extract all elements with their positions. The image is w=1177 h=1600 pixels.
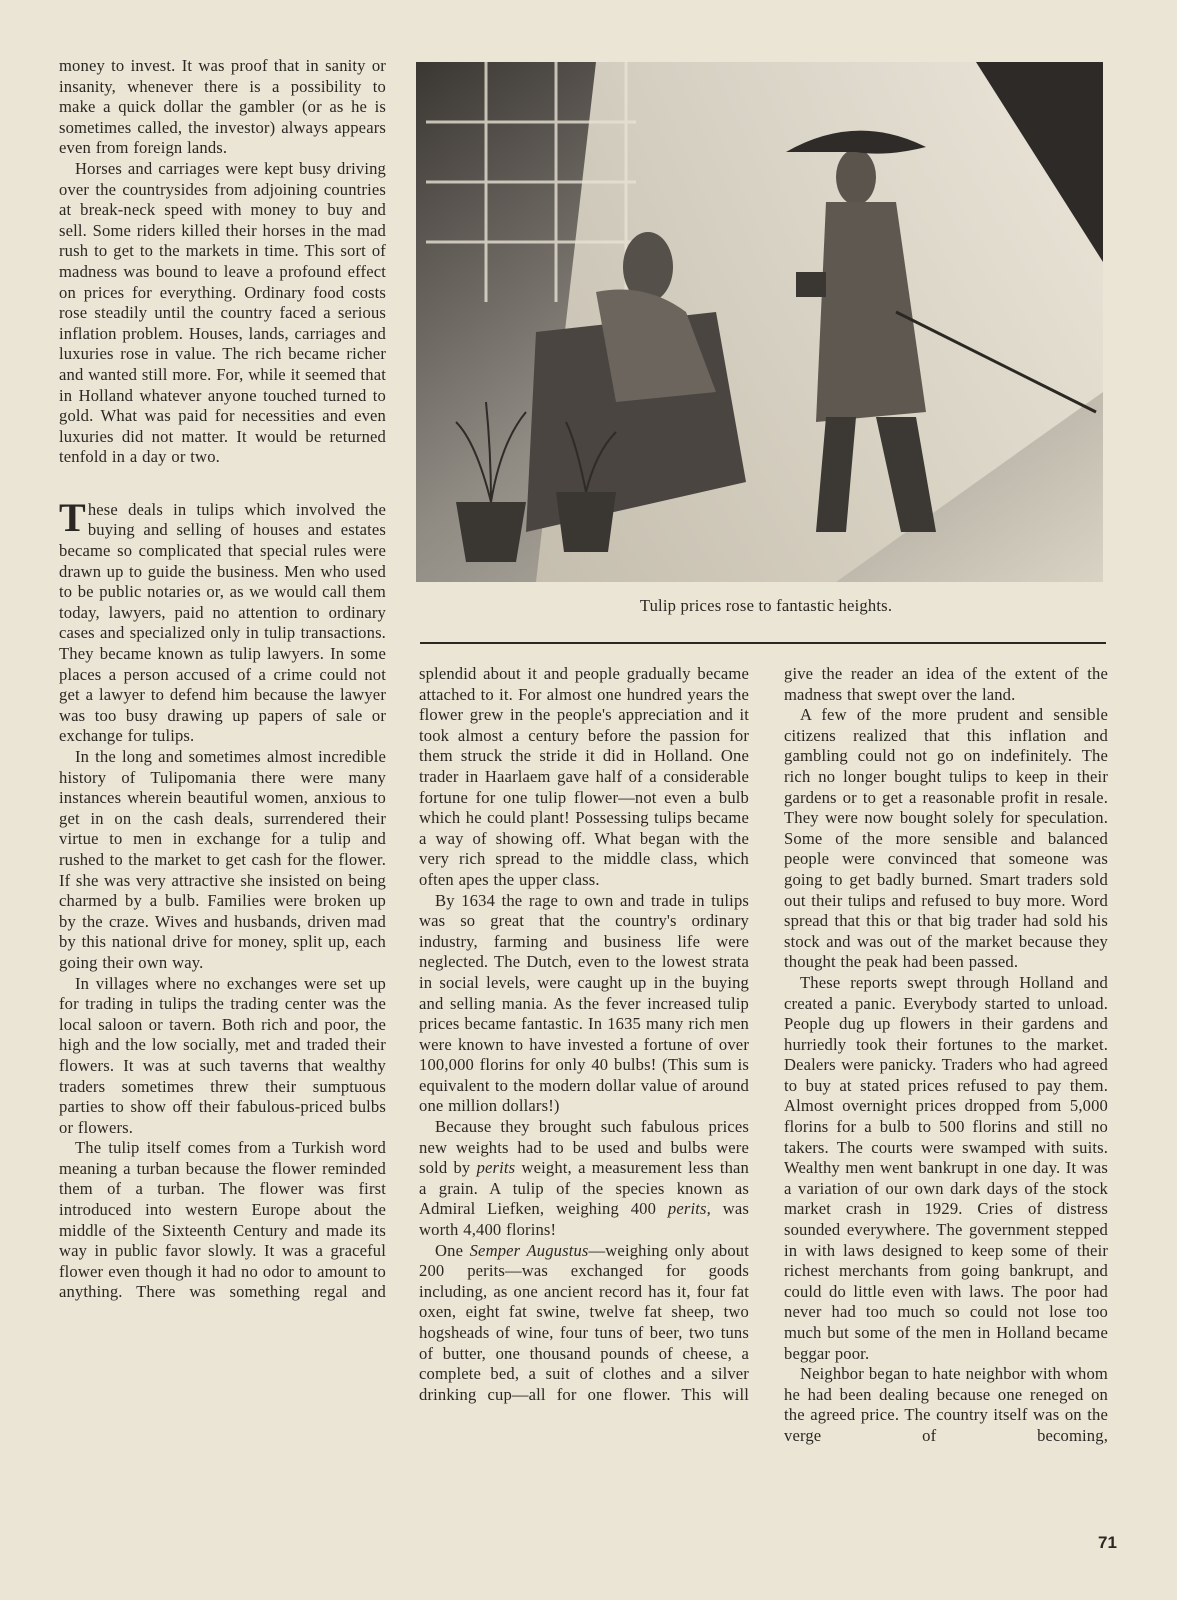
left-column	[59, 56, 386, 1303]
paragraph: Horses and carriages were kept busy driving over the countrysides from adjoining countries at break-neck speed with money to buy and sell. Some riders killed their horses in the mad rush to get to the markets in time. This sort of madness was bound to leave a profound effect on prices for everything. Ordinary food costs rose steadily until the country faced a serious inflation problem. Houses, lands, carriages and luxuries rose in value. The rich became richer and wanted still more. For, while it seemed that in Holland whatever anyone touched turned to gold. What was paid for necessities and even luxuries did not matter. It would be returned tenfold in a day or two.	[59, 158, 386, 467]
paragraph: Neighbor began to hate neighbor with whom he had been dealing because one reneged on the agreed price. The country itself was on the verge of becoming,	[784, 1364, 1108, 1445]
illustration-caption: Tulip prices rose to fantastic heights.	[639, 596, 893, 615]
right-column	[784, 664, 1108, 1447]
paragraph: In the long and sometimes almost incredible history of Tulipomania there were many instances wherein beautiful women, anxious to get in on the cash deals, surrendered their virtue to men in exchange for a tulip and rushed to the market to get cash for the flower. If she was very attractive she insisted on being charmed by a bulb. Families were broken up by the craze. Wives and husbands, driven mad by this national drive for money, split up, each going their own way.	[59, 747, 386, 972]
text: One	[435, 1240, 470, 1260]
illustration-drawing	[416, 62, 1103, 582]
paragraph-text: hese deals in tulips which involved the buying and selling of houses and estates became so complicated that special rules were drawn up to guide the business. Men who used to be public notaries or, as we would call them today, lawyers, paid no attention to ordinary cases and specialized only in tulip transactions. They became known as tulip lawyers. In some places a person accused of a crime could not get a lawyer to defend him because the lawyer was too busy drawing up papers of sale or exchange for tulips.	[59, 499, 386, 746]
paragraph: A few of the more prudent and sensible citizens realized that this inflation and gambling could not go on indefinitely. The rich no longer bought tulips to keep in their gardens or to get a reasonable profit in resale. They were now bought solely for speculation. Some of the more sensible and balanced people were convinced that someone was going to get badly burned. Smart traders sold out their tulips and refused to buy more. Word spread that this or that big trader had sold his stock and was out of the market because they thought the peak had been passed.	[784, 705, 1108, 972]
italic-term: Semper Augustus	[469, 1240, 589, 1260]
section-break	[59, 468, 386, 500]
paragraph	[59, 494, 386, 747]
paragraph: By 1634 the rage to own and trade in tulips was so great that the country's ordinary industry, farming and business life were neglected. The Dutch, even to the lowest strata in social levels, were caught up in the buying and selling mania. As the fever increased tulip prices became fantastic. In 1635 many rich men were known to have invested a fortune of over 100,000 florins for only 40 bulbs! (This sum is equivalent to the modern dollar value of around one million dollars!)	[419, 890, 749, 1116]
drop-cap: T	[59, 494, 86, 540]
text: weight, a measurement less than a grain. A tulip of the species known as Admiral Liefken, weighing 400	[419, 1158, 749, 1219]
paragraph: The tulip itself comes from a Turkish word meaning a turban because the flower reminded them of a turban. The flower was first introduced into western Europe about the middle of the Sixteenth Century and made its way in public favor slowly. It was a graceful flower even though it had no odor to amount to anything. There was something regal and	[59, 1138, 386, 1302]
page-number: 71	[1098, 1533, 1117, 1552]
italic-term: perits,	[667, 1199, 711, 1219]
illustration-tulip-traders	[416, 62, 1103, 582]
text: Because they brought such fabulous prices new weights had to be used and bulbs were sold by	[419, 1117, 749, 1178]
paragraph: give the reader an idea of the extent of the madness that swept over the land.	[784, 664, 1108, 704]
text: was worth 4,400 florins!	[419, 1199, 749, 1240]
paragraph: money to invest. It was proof that in sanity or insanity, whenever there is a possibility to make a quick dollar the gambler (or as he is sometimes called, the investor) always appears even from foreign lands.	[59, 56, 386, 158]
middle-column	[419, 664, 749, 1405]
paragraph	[419, 1241, 749, 1406]
italic-term: perits	[476, 1158, 516, 1178]
text: —weighing only about 200 perits—was exchanged for goods including, as one ancient record has it, four fat oxen, eight fat swine, twelve fat sheep, two hogsheads of wine, four tuns of beer, two tuns of butter, one thousand pounds of cheese, a complete bed, a suit of clothes and a silver drinking cup—all for one flower. This will	[419, 1240, 749, 1404]
paragraph: splendid about it and people gradually became attached to it. For almost one hundred years the flower grew in the people's appreciation and it took almost a century before the passion for them struck the stride it did in Holland. One trader in Haarlaem gave half of a considerable fortune for one tulip flower—not even a bulb which he could plant! Possessing tulips became a way of showing off. What began with the very rich spread to the middle class, which often apes the upper class.	[419, 664, 749, 889]
divider-rule	[420, 642, 1106, 644]
paragraph: These reports swept through Holland and created a panic. Everybody started to unload. People dug up flowers in their gardens and hurriedly took their fortunes to the market. Dealers were panicky. Traders who had agreed to buy at stated prices refused to pay them. Almost overnight prices dropped from 5,000 florins for a bulb to 500 florins and still no takers. The courts were swamped with suits. Wealthy men went bankrupt in one day. It was a variation of our own dark days of the stock market crash in 1929. Cries of distress sounded everywhere. The government stepped in with laws designed to keep some of their richest merchants from going bankrupt, and could do little even with laws. The poor had never had too much so could not lose too much but some of the men in Holland became beggar poor.	[784, 972, 1108, 1363]
paragraph: In villages where no exchanges were set up for trading in tulips the trading center was the local saloon or tavern. Both rich and poor, the high and the low socially, met and traded their flowers. It was at such taverns that wealthy traders sometimes threw their sumptuous parties to show off their fabulous-priced bulbs or flowers.	[59, 973, 386, 1137]
paragraph	[419, 1117, 749, 1241]
